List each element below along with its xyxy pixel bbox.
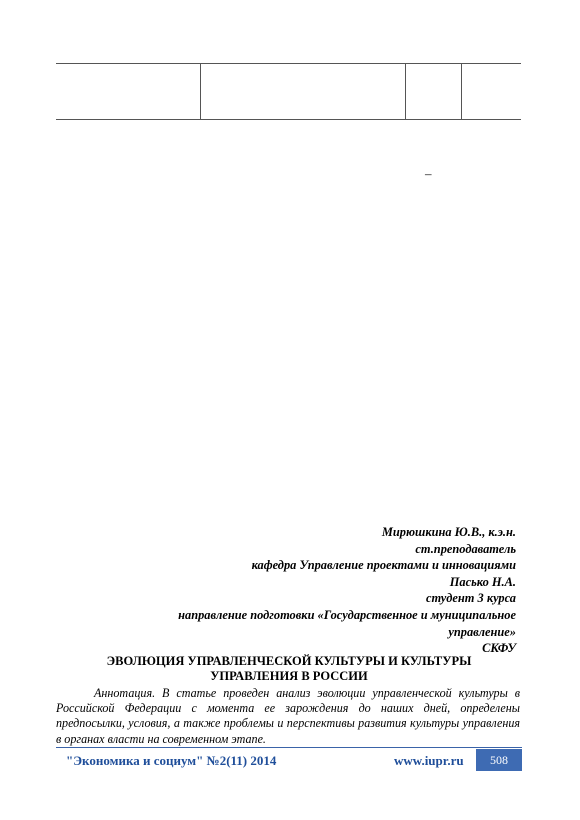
author-line: СКФУ — [482, 641, 516, 656]
paper-title — [56, 654, 522, 684]
header-table — [56, 63, 521, 120]
footer-divider — [56, 747, 522, 748]
header-table-divider — [200, 64, 201, 119]
author-line: Пасько Н.А. — [449, 574, 516, 589]
header-table-divider — [405, 64, 406, 119]
author-line: управление» — [448, 624, 516, 639]
abstract — [56, 686, 520, 747]
author-line: Мирюшкина Ю.В., к.э.н. — [381, 525, 516, 539]
page-number-badge: 508 — [476, 749, 522, 771]
author-block — [60, 524, 516, 657]
header-mark: – — [425, 166, 432, 181]
header-table-divider — [461, 64, 462, 119]
paper-title-line: УПРАВЛЕНИЯ В РОССИИ — [210, 669, 368, 683]
author-line: студент 3 курса — [425, 591, 516, 606]
author-line: кафедра Управление проектами и инновациями — [251, 558, 516, 573]
author-line: ст.преподаватель — [415, 541, 516, 556]
abstract-text: Аннотация. В статье проведен анализ эволюции управленческой культуры в Российской Федерации с момента ее зарождения до наших дней, определены предпосылки, условия, а также проблемы и перспективы развития культуры управления в органах власти на современном этапе. — [56, 686, 520, 746]
paper-title-line: ЭВОЛЮЦИЯ УПРАВЛЕНЧЕСКОЙ КУЛЬТУРЫ И КУЛЬТУРЫ — [106, 654, 472, 668]
footer-url-link[interactable]: www.iupr.ru — [394, 753, 464, 768]
author-line: направление подготовки «Государственное и муниципальное — [178, 607, 516, 622]
footer-journal-name: "Экономика и социум" №2(11) 2014 — [66, 753, 277, 768]
